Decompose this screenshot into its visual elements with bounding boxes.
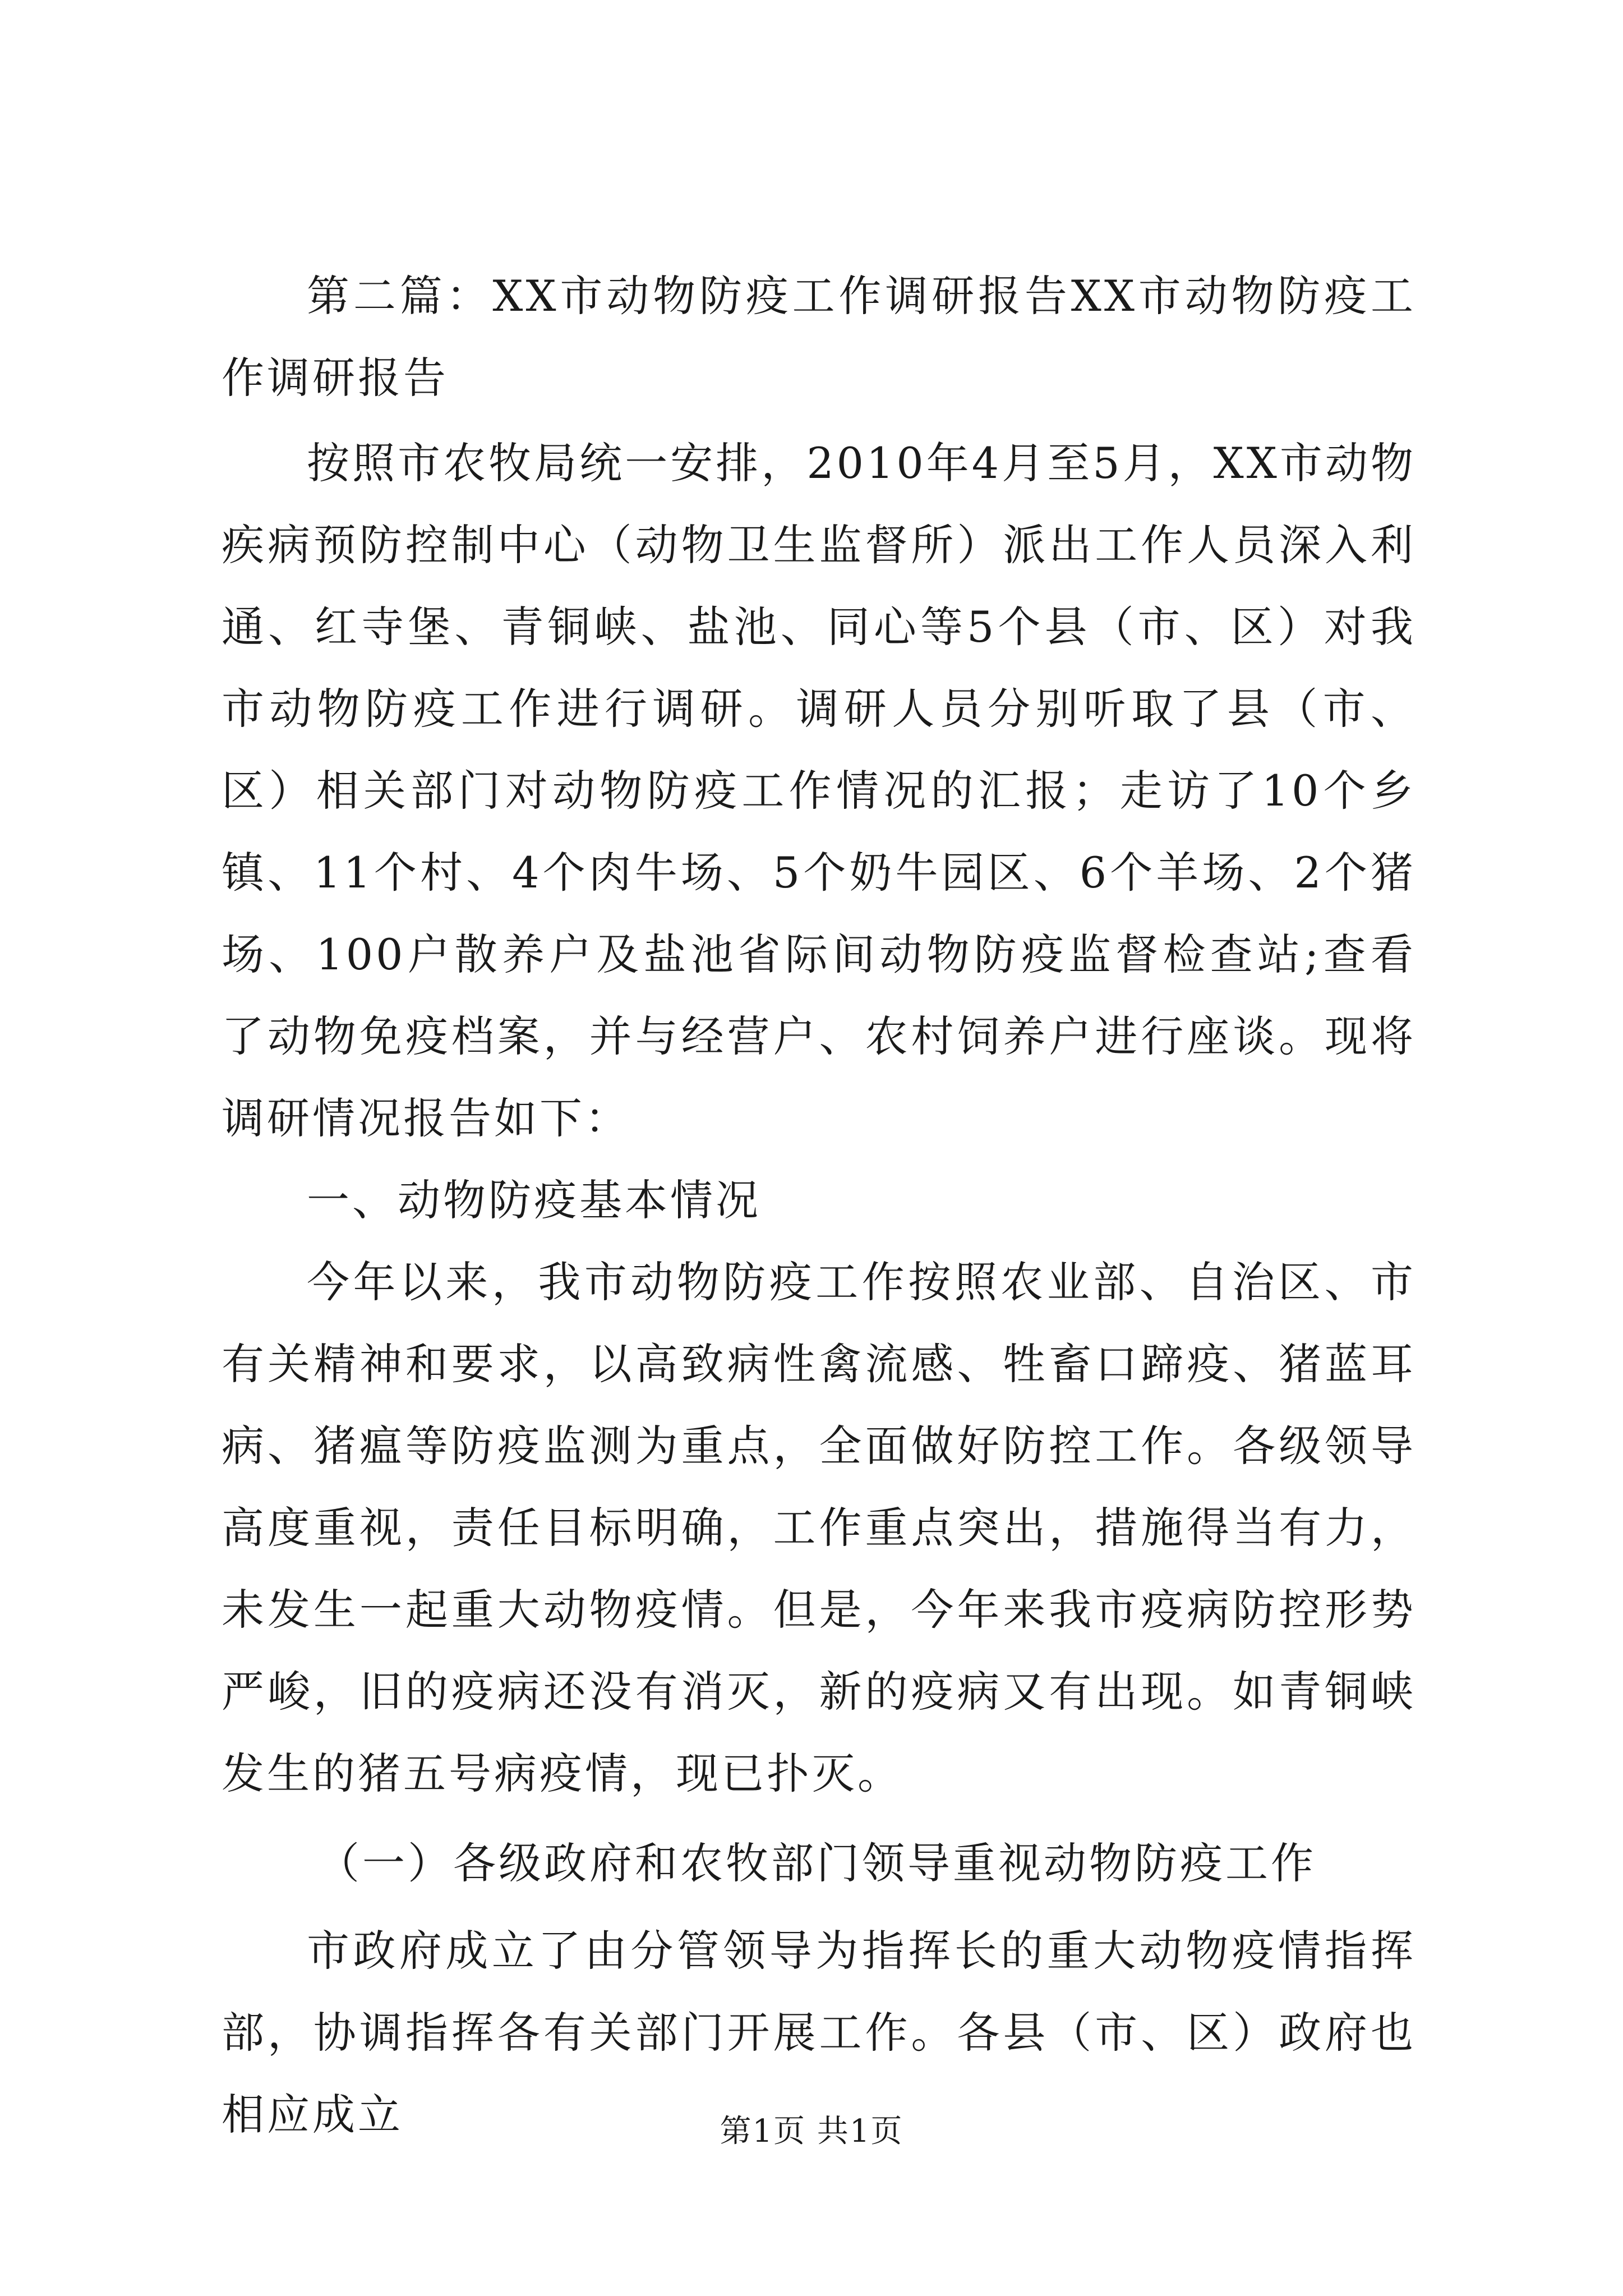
subsection-heading: （一）各级政府和农牧部门领导重视动物防疫工作 [317,1838,1316,1888]
section-heading: 一、动物防疫基本情况 [307,1175,761,1225]
section-paragraph: 今年以来，我市动物防疫工作按照农业部、自治区、市有关精神和要求，以高致病性禽流感、牲畜口蹄疫、猪蓝耳病、猪瘟等防疫监测为重点，全面做好防控工作。各级领导高度重视，责任目标明确，工作重点突出，措施得当有力，未发生一起重大动物疫情。但是，今年来我市疫病防控形势严峻，旧的疫病还没有消灭，新的疫病又有出现。如青铜峡发生的猪五号病疫情，现已扑灭。 [222,1257,1416,1798]
subsection-paragraph: 市政府成立了由分管领导为指挥长的重大动物疫情指挥部，协调指挥各有关部门开展工作。各县（市、区）政府也相应成立 [222,1926,1416,2139]
document-body [222,255,1416,2156]
document-title: 第二篇：XX市动物防疫工作调研报告XX市动物防疫工作调研报告 [222,271,1416,403]
page-footer: 第1页 共1页 [720,2113,903,2150]
intro-paragraph: 按照市农牧局统一安排，2010年4月至5月，XX市动物疾病预防控制中心（动物卫生监督所）派出工作人员深入利通、红寺堡、青铜峡、盐池、同心等5个县（市、区）对我市动物防疫工作进行调研。调研人员分别听取了县（市、区）相关部门对动物防疫工作情况的汇报；走访了10个乡镇、11个村、4个肉牛场、5个奶牛园区、6个羊场、2个猪场、100户散养户及盐池省际间动物防疫监督检查站;查看了动物免疫档案，并与经营户、农村饲养户进行座谈。现将调研情况报告如下： [222,438,1416,1143]
